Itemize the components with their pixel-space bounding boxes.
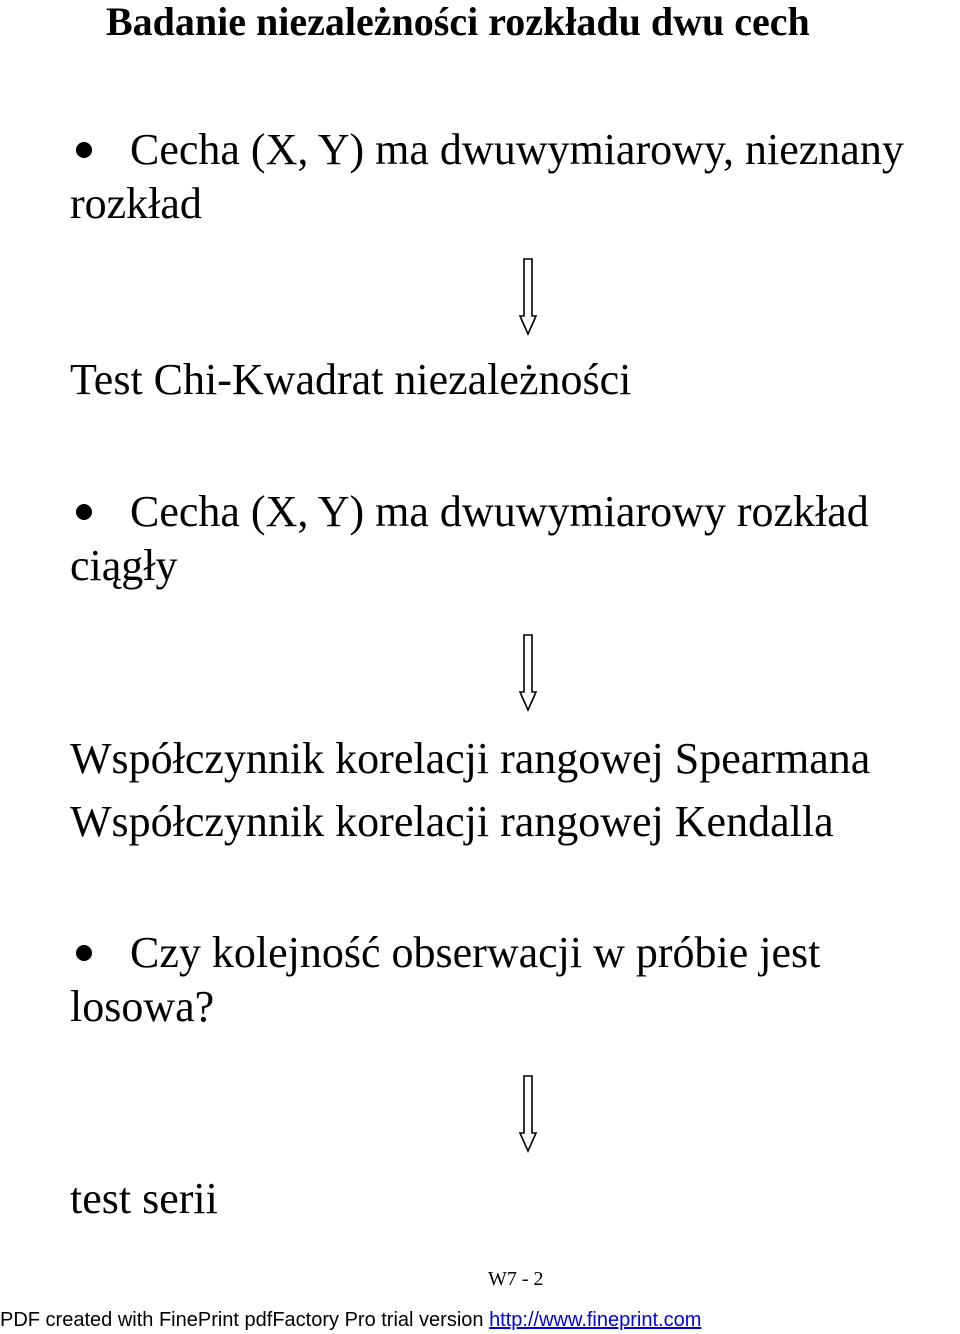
bullet-icon — [76, 504, 92, 520]
footer-link[interactable]: http://www.fineprint.com — [489, 1309, 702, 1331]
page-number: W7 - 2 — [488, 1268, 544, 1290]
section-1-condition-line-1: Cecha (X, Y) ma dwuwymiarowy, nieznany — [130, 125, 904, 174]
section-3-condition-line-2: losowa? — [70, 982, 215, 1031]
down-arrow-icon — [518, 634, 538, 712]
down-arrow-icon — [518, 1075, 538, 1153]
down-arrow-icon — [518, 258, 538, 336]
footer-text: PDF created with FinePrint pdfFactory Pro trial version — [0, 1309, 490, 1331]
bullet-icon — [76, 945, 92, 961]
section-3-condition-line-1: Czy kolejność obserwacji w próbie jest — [130, 928, 821, 977]
section-2-condition-line-2: ciągły — [70, 541, 178, 590]
section-1-condition-line-2: rozkład — [70, 179, 202, 228]
section-2-result-1: Współczynnik korelacji rangowej Spearmana — [70, 734, 871, 783]
pdf-footer — [0, 1307, 701, 1333]
section-3-result-1: test serii — [70, 1174, 218, 1223]
section-2-result-2: Współczynnik korelacji rangowej Kendalla — [70, 797, 834, 846]
bullet-icon — [76, 142, 92, 158]
section-2-condition-line-1: Cecha (X, Y) ma dwuwymiarowy rozkład — [130, 487, 869, 536]
section-1-result-1: Test Chi-Kwadrat niezależności — [70, 355, 632, 404]
page-title: Badanie niezależności rozkładu dwu cech — [106, 0, 810, 44]
